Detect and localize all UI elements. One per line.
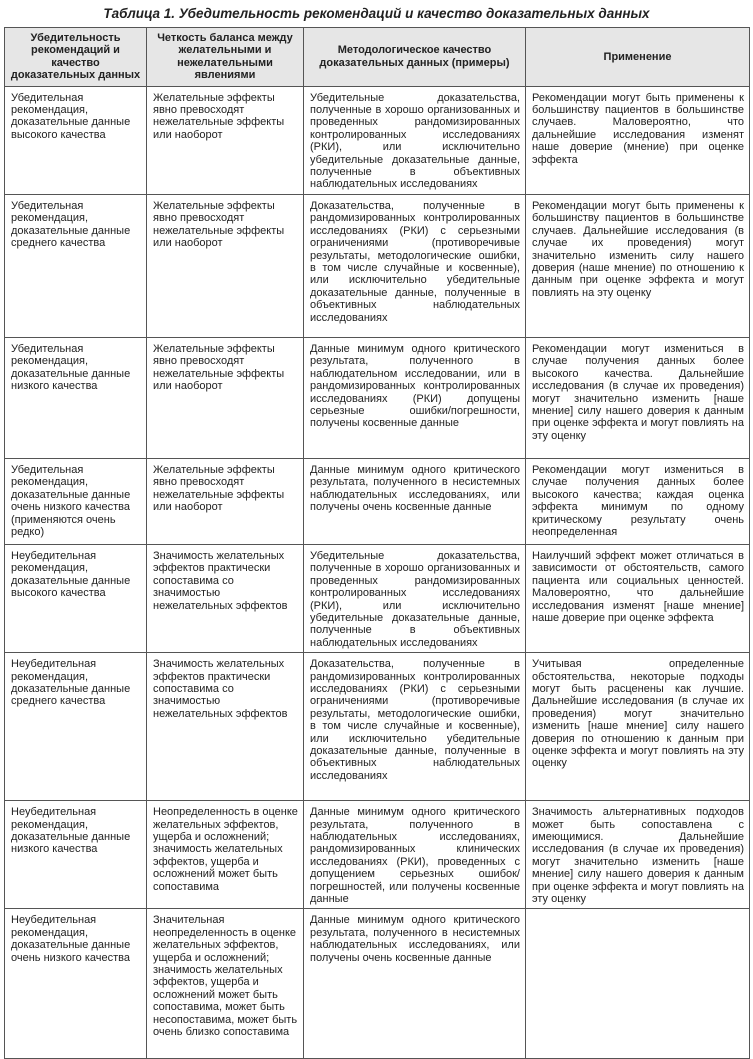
table-cell: Рекомендации могут быть применены к большинству пациентов в большинстве случаев. Маловероятно, что дальнейшие исследования изменят наше доверие (мнение) при оценке эффекта [526, 86, 750, 194]
table-row [5, 801, 750, 909]
table-row [5, 86, 750, 194]
table-row [5, 194, 750, 337]
table-row [5, 909, 750, 1059]
table-cell: Данные минимум одного критического результата, полученного в несистемных наблюдательных исследованиях, или получены очень косвенные данные [304, 909, 526, 1059]
table-row [5, 458, 750, 544]
table-cell: Желательные эффекты явно превосходят нежелательные эффекты или наоборот [147, 458, 304, 544]
table-cell: Неопределенность в оценке желательных эффектов, ущерба и осложнений; значимость желательных эффектов, ущерба и осложнений может быть сопоставима [147, 801, 304, 909]
header-cell-strength: Убедительность рекомендаций и качество доказательных данных [5, 28, 147, 87]
table-cell: Желательные эффекты явно превосходят нежелательные эффекты или наоборот [147, 86, 304, 194]
table-header-row [5, 28, 750, 87]
table-cell: Данные минимум одного критического результата, полученного в наблюдательных исследованиях, рандомизированных клинических исследованиях (РКИ), проведенных с допущением серьезных ошибок/погрешностей, или получены косвенные данные [304, 801, 526, 909]
table-cell: Желательные эффекты явно превосходят нежелательные эффекты или наоборот [147, 194, 304, 337]
table-cell: Рекомендации могут измениться в случае получения данных более высокого качества. Дальнейшие исследования (в случае их проведения) могут значительно изменить [наше мнение] силу нашего доверия к данным при оценке эффекта и могут повлиять на эту оценку [526, 337, 750, 458]
recommendations-table [4, 27, 750, 1059]
table-caption: Таблица 1. Убедительность рекомендаций и качество доказательных данных [103, 6, 650, 21]
table-cell: Значимость желательных эффектов практически сопоставима со значимостью нежелательных эффектов [147, 544, 304, 652]
table-cell: Неубедительная рекомендация, доказательные данные очень низкого качества [5, 909, 147, 1059]
table-cell: Рекомендации могут измениться в случае получения данных более высокого качества; каждая оценка эффекта минимум по одному критическому результату очень неопределенная [526, 458, 750, 544]
table-cell: Убедительные доказательства, полученные в хорошо организованных и проведенных рандомизированных контролированных исследованиях (РКИ), или исключительно убедительные доказательные данные, полученные в объективных наблюдательных исследованиях [304, 86, 526, 194]
table-cell: Неубедительная рекомендация, доказательные данные низкого качества [5, 801, 147, 909]
table-cell: Убедительная рекомендация, доказательные данные низкого качества [5, 337, 147, 458]
header-cell-application: Применение [526, 28, 750, 87]
table-row [5, 653, 750, 801]
table-cell: Учитывая определенные обстоятельства, некоторые подходы могут быть расценены как лучшие. Дальнейшие исследования (в случае их проведения) могут значительно изменить [наше мнение] силу нашего доверия по отношению к данным при оценке эффекта и могут повлиять на эту оценку [526, 653, 750, 801]
table-row [5, 544, 750, 652]
table-cell [526, 909, 750, 1059]
table-cell: Доказательства, полученные в рандомизированных контролированных исследованиях (РКИ) с серьезными ограничениями (противоречивые результаты, методологические ошибки, в том числе случайные и косвенные), или исключительно убедительные доказательные данные, полученные в объективных наблюдательных исследованиях [304, 653, 526, 801]
table-cell: Неубедительная рекомендация, доказательные данные среднего качества [5, 653, 147, 801]
table-cell: Данные минимум одного критического результата, полученного в несистемных наблюдательных исследованиях, или получены очень косвенные данные [304, 458, 526, 544]
table-cell: Убедительная рекомендация, доказательные данные среднего качества [5, 194, 147, 337]
table-cell: Убедительная рекомендация, доказательные данные очень низкого качества (применяются очень редко) [5, 458, 147, 544]
table-cell: Значимость альтернативных подходов может быть сопоставлена с имеющимися. Дальнейшие исследования (в случае их проведения) могут значительно изменить [наше мнение] силу нашего доверия к данным при оценке эффекта и могут повлиять на эту оценку [526, 801, 750, 909]
table-cell: Убедительная рекомендация, доказательные данные высокого качества [5, 86, 147, 194]
table-row [5, 337, 750, 458]
table-cell: Убедительные доказательства, полученные в хорошо организованных и проведенных рандомизированных контролированных исследованиях (РКИ), или исключительно убедительные доказательные данные, полученные в объективных наблюдательных исследованиях [304, 544, 526, 652]
table-cell: Значимость желательных эффектов практически сопоставима со значимостью нежелательных эффектов [147, 653, 304, 801]
table-cell: Данные минимум одного критического результата, полученного в наблюдательном исследовании, или в рандомизированных контролированных исследованиях (РКИ) допущены серьезные ошибки/погрешности, получены косвенные данные [304, 337, 526, 458]
header-cell-methodology: Методологическое качество доказательных данных (примеры) [304, 28, 526, 87]
table-cell: Наилучший эффект может отличаться в зависимости от обстоятельств, самого пациента или социальных ценностей. Маловероятно, что дальнейшие исследования изменят [наше мнение] наше доверие при оценке эффекта [526, 544, 750, 652]
table-cell: Доказательства, полученные в рандомизированных контролированных исследованиях (РКИ) с серьезными ограничениями (противоречивые результаты, методологические ошибки, в том числе случайные и косвенные), или исключительно убедительные доказательные данные, полученные в объективных наблюдательных исследованиях [304, 194, 526, 337]
table-cell: Желательные эффекты явно превосходят нежелательные эффекты или наоборот [147, 337, 304, 458]
table-cell: Рекомендации могут быть применены к большинству пациентов в большинстве случаев. Дальнейшие исследования (в случае их проведения) могут значительно изменить силу нашего доверия (наше мнение) по отношению к данным при оценке эффекта и могут повлиять на эту оценку [526, 194, 750, 337]
table-cell: Неубедительная рекомендация, доказательные данные высокого качества [5, 544, 147, 652]
table-cell: Значительная неопределенность в оценке желательных эффектов, ущерба и осложнений; значимость желательных эффектов, ущерба и осложнений может быть сопоставима, может быть несопоставима, может быть очень близко сопоставима [147, 909, 304, 1059]
header-cell-balance: Четкость баланса между желательными и нежелательными явлениями [147, 28, 304, 87]
